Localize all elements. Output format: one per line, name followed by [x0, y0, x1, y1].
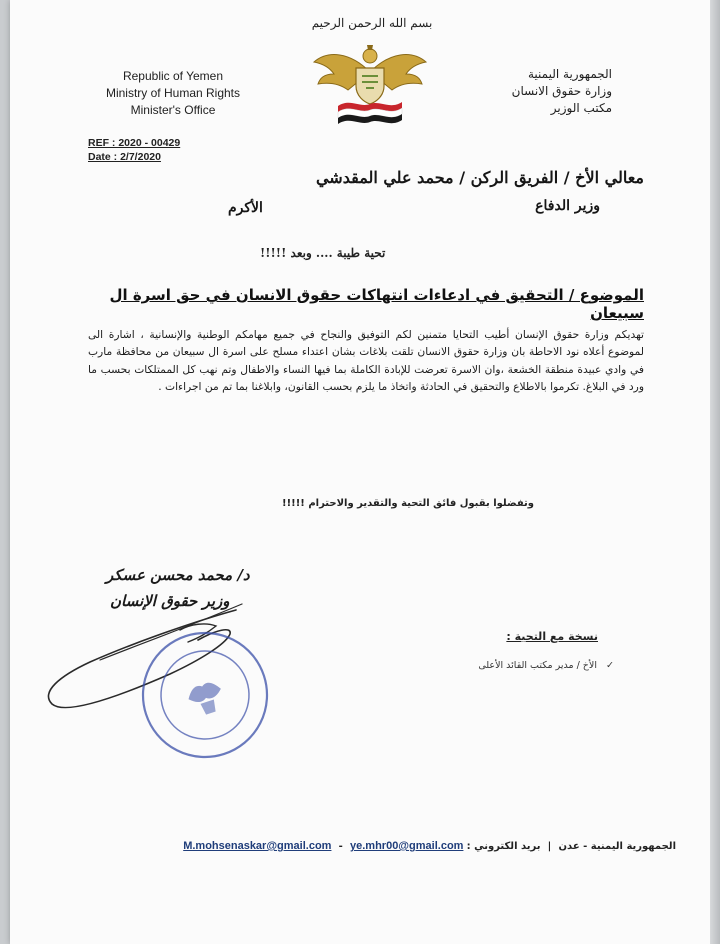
footer-contact — [114, 840, 676, 852]
footer-email-separator: - — [338, 841, 343, 852]
header-en-ministry: Ministry of Human Rights — [105, 86, 241, 100]
header-en-country: Republic of Yemen — [122, 69, 224, 83]
footer-address: الجمهورية اليمنية - عدن — [558, 841, 676, 852]
footer-email-primary[interactable]: M.mohsenaskar@gmail.com — [183, 840, 332, 852]
header-english — [88, 68, 258, 119]
copy-to-item — [354, 660, 614, 671]
reference-number: REF : 2020 - 00429 — [88, 137, 181, 149]
honorific: الأكرم — [228, 200, 263, 216]
letter-date: Date : 2/7/2020 — [88, 151, 161, 163]
header-ar-office: مكتب الوزير — [550, 101, 612, 115]
greeting: تحية طيبة .... وبعد !!!!! — [260, 246, 386, 260]
header-arabic — [442, 66, 612, 117]
footer-email-label: بريد الكتروني : — [466, 841, 541, 852]
ministry-stamp-icon — [138, 628, 272, 762]
signatory-name: د/ محمد محسن عسكر — [106, 566, 250, 584]
letter-page — [10, 0, 710, 944]
header-ar-ministry: وزارة حقوق الانسان — [511, 84, 612, 98]
copy-to-recipient: الأخ / مدير مكتب القائد الأعلى — [478, 660, 597, 671]
footer-separator: | — [547, 841, 552, 852]
signatory-title: وزير حقوق الإنسان — [110, 592, 230, 610]
closing-line: وتفضلوا بقبول فائق التحية والتقدير والاحترام !!!!! — [282, 498, 534, 509]
basmala: بسم الله الرحمن الرحيم — [311, 16, 433, 30]
header-en-office: Minister's Office — [130, 103, 216, 117]
header-ar-country: الجمهورية اليمنية — [527, 67, 612, 81]
reference-block — [88, 136, 180, 164]
page-edge-shadow — [710, 0, 720, 944]
checkmark-icon: ✓ — [606, 660, 614, 671]
addressee: معالي الأخ / الفريق الركن / محمد علي المقدشي — [315, 168, 644, 187]
eagle-emblem-icon — [310, 42, 430, 124]
subject-line: الموضوع / التحقيق في ادعاءات انتهاكات حقوق الانسان في حق اسرة ال سبيعان — [109, 286, 644, 322]
copy-to-label: نسخة مع التحية : — [506, 630, 598, 643]
footer-email-secondary[interactable]: ye.mhr00@gmail.com — [350, 840, 464, 852]
letter-body: تهديكم وزارة حقوق الإنسان أطيب التحايا متمنين لكم التوفيق والنجاح في جميع مهامكم الوطنية والإنسانية ، اشارة الى لموضوع أعلاه نود الاحاطة بان وزارة حقوق الانسان تلقت بلاغات بشان اعتداء مسلح على اسرة ال سبيعان من محافظة مارب في وادي عبيدة منطقة الخشعة ،وان الاسرة تعرضت للإبادة الكاملة بما فيها النساء والاطفال وتم نهب كل الممتلكات بحسب ما ورد في البلاغ. تكرموا بالاطلاع والتحقيق في الحادثة واتخاذ ما يلزم بحسب القانون، وابلاغنا بما تم من اجراءات . — [88, 328, 644, 394]
addressee-title: وزير الدفاع — [535, 198, 600, 214]
